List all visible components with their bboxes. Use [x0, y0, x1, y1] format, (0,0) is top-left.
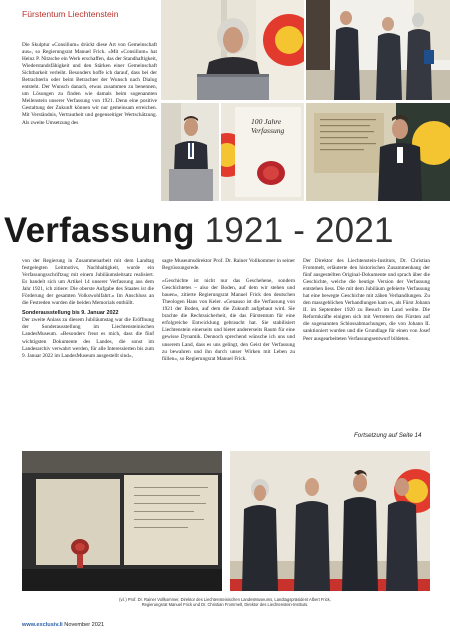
photo-museum-walk: [306, 0, 450, 100]
continued-on-page[interactable]: Fortsetzung auf Seite 14: [354, 432, 422, 439]
caption-line-1: (v.l.) Prof. Dr. Rainer Vollkommer, Direktor des Liechtensteinischen LandesMuseums, Landtagspräsident Albert Frick,: [119, 597, 331, 602]
headline-bold: Verfassung: [4, 211, 195, 250]
intro-text: Die Skulptur «Consilium» drückt diese Art von Gemeinschaft aus», so Regierungsrat Manuel Frick. «Mit «Consilium» hat Heinz P. Nitzsche ein Werk erschaffen, das der Standhaftigkeit, Wiederstandsfähigkeit und den Stärken einer Gemeinschaft Sichtbarkeit verleiht. Besonders hoffe ich darauf, dass bei der Betrachterin oder beim Betrachter der Wunsch nach Dialog entsteht. Der Wunsch danach, etwas zusammen zu benennen, um Lösungen zu finden wie damals beim sogenannten Meilenstein unserer Verfassung von 1921. Denn eine positive Gestaltung der Zukunft können wir nur gemeinsam erreichen. Mit Verständnis, Vertrautheit und gegenseitiger Wertschätzung. Als zweite Umsetzung des: [22, 42, 157, 126]
article-column-1: [22, 258, 154, 360]
page-footer: [22, 622, 104, 628]
caption-line-2: Regierungsrat Manuel Frick und Dr. Christian Frommelt, Direktor des Liechtenstein-Instituts.: [141, 602, 309, 608]
col1-subheading: Sonderausstellung bis 9. Januar 2022: [22, 310, 119, 317]
exhibit-label-line2: Verfassung: [251, 126, 285, 135]
photo-group-dignitaries: [230, 451, 430, 591]
photo-speaker-documents: [306, 103, 450, 201]
col2-paragraph-1: sagte Museumsdirektor Prof. Dr. Rainer Vollkommer in seiner Begrüssungsrede.: [162, 258, 295, 272]
article-column-3: [303, 258, 430, 343]
col2-paragraph-2: «Geschichte ist nicht nur das Geschehene, sondern Geschichtetes – also der Boden, auf dem wir stehen und bauen», zitierte Regierungsrat Manuel Frick den deutschen Theologen Hans von Keler. «Genauso ist die Verfassung von 1921 der Boden, auf dem die Zukunft aufgebaut wird. Sie brachte die Rechtssicherheit, die das Fürstentum für eine erfolgreiche Entwicklung gebraucht hat. Sie stabilisiert Liechtenstein einerseits und bietet andererseits Raum für eine gewisse Dynamik. Dennoch sprechend wünsche ich uns und unserem Land, dass es uns gelingt, den Geist der Verfassung zu bewahren und ihn durch unser Wirken mit Leben zu füllen», so Regierungsrat Manuel Frick.: [162, 278, 295, 362]
section-title: Fürstentum Liechtenstein: [22, 9, 119, 19]
headline: [4, 212, 450, 250]
photo-constitution-document: [22, 451, 222, 591]
footer-website-link[interactable]: www.exclusiv.li: [22, 622, 63, 628]
photo-exhibition-sign: [221, 103, 304, 201]
col1-paragraph-2: Der zweite Anlass zu diesem Jubiläumstag war die Eröffnung der Sonderausstellung im Liechtensteinischen LandesMuseum. «Besonders freut es mich, dass die fünf wichtigsten Dokumente des Landes, die sonst im Landesarchiv verwahrt werden, für alle Interessierten bis zum 9. Januar 2022 im LandesMuseum ausgestellt sind»,: [22, 317, 154, 359]
photo-speaker-lectern: [161, 103, 219, 201]
photo-caption: [60, 597, 390, 608]
col3-paragraph-1: Der Direktor des Liechtenstein-Instituts, Dr. Christian Frommelt, erläuterte den historischen Zusammenhang der fünf ausgestellten Original-Dokumente und sprach über die Geschichte, welche die heutige Version der Verfassung entstehen liess. Die mit dem Jubiläum gefeierte Verfassung hat eine bewegte Geschichte mit zähen Verhandlungen. Zu den massgeblichen Verhandlungen kam es, als Fürst Johann II. im September 1920 zu Besuch im Land weilte. Die Reformkräfte einigten sich mit Vertretern des Fürsten auf die sogenannten Schlossabmachungen, die von Johann II. sanktioniert wurden und die Grundlage für einen von Josef Peer ausgearbeiteten Verfassungsentwurf bildeten.: [303, 258, 430, 342]
footer-date: November 2021: [64, 622, 105, 628]
photo-speaker-museum-director: [161, 0, 304, 100]
headline-light: 1921 - 2021: [204, 211, 394, 250]
exhibit-label-line1: 100 Jahre: [251, 117, 282, 126]
col1-paragraph-1: von der Regierung in Zusammenarbeit mit dem Landtag festgelegten Leitmotivs, Nachhaltigkeit, wurde ein Verfassungsschriftzug mit einem Jubiläumsleitsatz realisiert. Es handelt sich um Artikel 14 unserer Verfassung aus dem Jahr 1921, ich zitiere: Die oberste Aufgabe des Staates ist die Förderung der gesamten Volkswohlfahrt.» Im Anschluss an die Festreden wurden die beiden Memorials enthüllt.: [22, 258, 154, 307]
article-column-2: [162, 258, 295, 363]
